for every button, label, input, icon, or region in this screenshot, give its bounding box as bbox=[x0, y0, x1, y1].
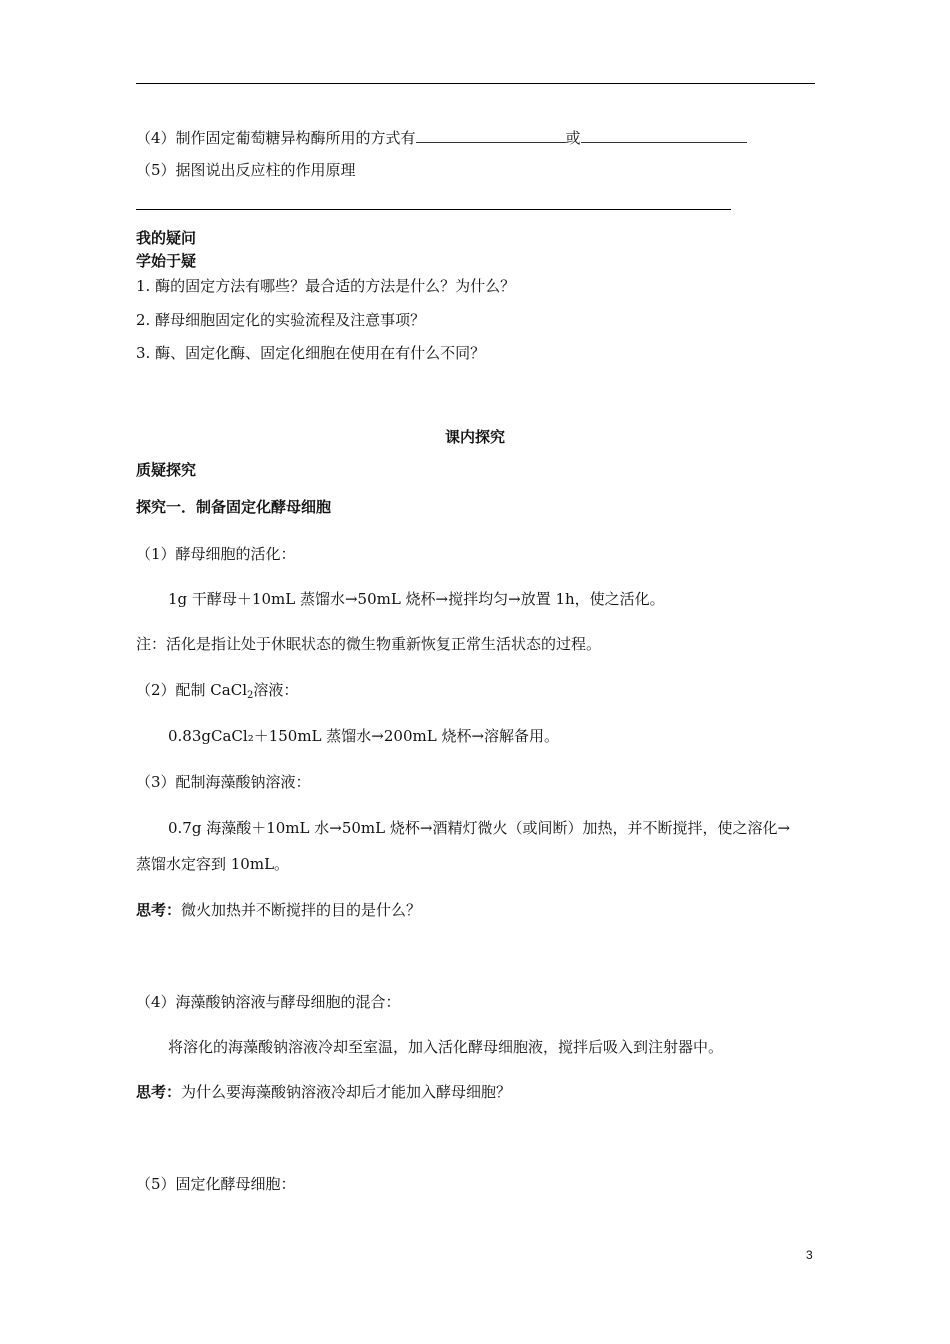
step-4-think-label: 思考： bbox=[136, 1083, 182, 1101]
step-4-think-text: 为什么要海藻酸钠溶液冷却后才能加入酵母细胞？ bbox=[181, 1083, 512, 1101]
step-4-body: 将溶化的海藻酸钠溶液冷却至室温，加入活化酵母细胞液，搅拌后吸入到注射器中。 bbox=[168, 1038, 724, 1056]
step-2-title-pre: （2）配制 CaCl bbox=[136, 681, 248, 699]
question-4-text: （4）制作固定葡萄糖异构酶所用的方式有 bbox=[136, 129, 416, 147]
step-1-body: 1g 干酵母＋10mL 蒸馏水→50mL 烧杯→搅拌均匀→放置 1h，使之活化。 bbox=[168, 590, 665, 608]
question-item-2: 2. 酵母细胞固定化的实验流程及注意事项？ bbox=[136, 311, 426, 329]
question-item-3: 3. 酶、固定化酶、固定化细胞在使用在有什么不同？ bbox=[136, 344, 486, 362]
step-1-note: 注：活化是指让处于休眠状态的微生物重新恢复正常生活状态的过程。 bbox=[136, 635, 602, 653]
answer-blank-2[interactable] bbox=[581, 128, 747, 143]
question-4-or: 或 bbox=[565, 129, 581, 147]
step-1-title: （1）酵母细胞的活化： bbox=[136, 545, 296, 563]
section-title: 课内探究 bbox=[444, 428, 505, 446]
page-number: 3 bbox=[806, 1248, 813, 1262]
inquiry-one-title: 探究一．制备固定化酵母细胞 bbox=[136, 498, 332, 516]
step-3-think-label: 思考： bbox=[136, 901, 182, 919]
step-2-title-post: 溶液： bbox=[253, 681, 299, 699]
learning-starts-with-doubt: 学始于疑 bbox=[136, 252, 197, 270]
step-3-body-line-1: 0.7g 海藻酸＋10mL 水→50mL 烧杯→酒精灯微火（或间断）加热，并不断搅拌，使之溶化→ bbox=[168, 819, 791, 837]
question-4 bbox=[136, 128, 747, 148]
question-item-1: 1. 酶的固定方法有哪些？最合适的方法是什么？为什么？ bbox=[136, 277, 516, 295]
my-questions-heading: 我的疑问 bbox=[136, 229, 197, 247]
step-3-title: （3）配制海藻酸钠溶液： bbox=[136, 773, 311, 791]
step-4-title: （4）海藻酸钠溶液与酵母细胞的混合： bbox=[136, 993, 401, 1011]
step-3-think bbox=[136, 900, 421, 920]
step-5-title: （5）固定化酵母细胞： bbox=[136, 1175, 296, 1193]
step-4-think bbox=[136, 1082, 511, 1102]
step-2-title bbox=[136, 680, 298, 706]
question-5: （5）据图说出反应柱的作用原理 bbox=[136, 161, 356, 179]
step-3-body-line-2: 蒸馏水定容到 10mL。 bbox=[136, 855, 290, 873]
inquiry-heading: 质疑探究 bbox=[136, 461, 197, 479]
answer-line-q5[interactable] bbox=[136, 209, 731, 210]
header-rule bbox=[136, 83, 815, 84]
step-2-title-sub: 2 bbox=[247, 690, 254, 701]
step-2-body: 0.83gCaCl₂＋150mL 蒸馏水→200mL 烧杯→溶解备用。 bbox=[168, 727, 560, 745]
step-3-think-text: 微火加热并不断搅拌的目的是什么？ bbox=[181, 901, 422, 919]
answer-blank-1[interactable] bbox=[416, 128, 566, 143]
